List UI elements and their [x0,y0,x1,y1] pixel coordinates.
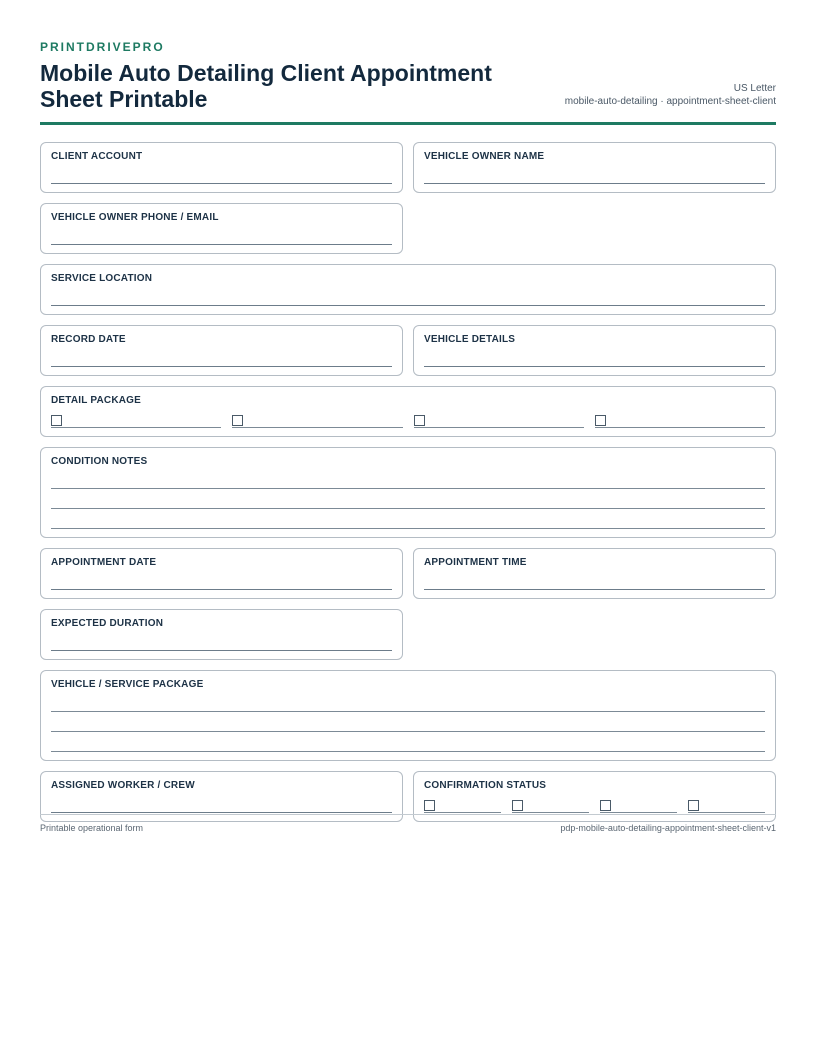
vehicle-service-package-field [40,670,776,761]
form-page [40,40,776,832]
record-date-input-line[interactable] [51,346,392,367]
page-title: Mobile Auto Detailing Client Appointment Sheet Printable [40,60,492,112]
confirmation-status-option [512,798,589,813]
field-label: VEHICLE DETAILS [424,334,516,345]
detail-package-option [414,413,584,428]
vehicle-details-input-line[interactable] [424,346,765,367]
form-slug: mobile-auto-detailing · appointment-sheet-client [564,96,776,107]
record-date-field [40,325,403,376]
paper-size: US Letter [733,83,776,94]
checkbox[interactable] [51,415,62,426]
condition-notes-lines[interactable] [51,468,765,529]
field-label: VEHICLE OWNER PHONE / EMAIL [51,212,219,223]
service-location-field [40,264,776,315]
page-meta [565,82,776,112]
detail-package-options [51,413,765,428]
form-id: pdp-mobile-auto-detailing-appointment-sheet-client-v1 [560,823,776,833]
expected-duration-field [40,609,403,660]
field-label: APPOINTMENT TIME [424,557,527,568]
checkbox[interactable] [232,415,243,426]
appointment-date-field [40,548,403,599]
vehicle-service-package-lines[interactable] [51,691,765,752]
field-label: APPOINTMENT DATE [51,557,157,568]
vehicle-owner-contact-input-line[interactable] [51,224,392,245]
field-label: CONFIRMATION STATUS [424,780,547,791]
appointment-date-input-line[interactable] [51,569,392,590]
confirmation-status-option [424,798,501,813]
field-label: ASSIGNED WORKER / CREW [51,780,195,791]
vehicle-owner-name-input-line[interactable] [424,163,765,184]
confirmation-status-options [424,798,765,813]
vehicle-owner-contact-field [40,203,403,254]
confirmation-status-option [600,798,677,813]
field-label: CONDITION NOTES [51,456,148,467]
page-header [40,60,776,125]
detail-package-option [595,413,765,428]
detail-package-field [40,386,776,437]
vehicle-owner-name-field [413,142,776,193]
vehicle-details-field [413,325,776,376]
form-fields [40,142,776,822]
appointment-time-field [413,548,776,599]
field-label: SERVICE LOCATION [51,273,153,284]
field-label: DETAIL PACKAGE [51,395,142,406]
field-label: VEHICLE / SERVICE PACKAGE [51,679,204,690]
brand-name: PRINTDRIVEPRO [40,40,165,54]
client-account-field [40,142,403,193]
field-label: VEHICLE OWNER NAME [424,151,545,162]
checkbox[interactable] [595,415,606,426]
detail-package-option [232,413,402,428]
client-account-input-line[interactable] [51,163,392,184]
detail-package-option [51,413,221,428]
appointment-time-input-line[interactable] [424,569,765,590]
expected-duration-input-line[interactable] [51,630,392,651]
field-label: CLIENT ACCOUNT [51,151,143,162]
field-label: RECORD DATE [51,334,126,345]
page-footer [40,814,776,833]
condition-notes-field [40,447,776,538]
checkbox[interactable] [424,800,435,811]
checkbox[interactable] [688,800,699,811]
footer-note: Printable operational form [40,823,144,833]
assigned-worker-input-line[interactable] [51,792,392,813]
confirmation-status-option [688,798,765,813]
field-label: EXPECTED DURATION [51,618,164,629]
checkbox[interactable] [414,415,425,426]
checkbox[interactable] [600,800,611,811]
service-location-input-line[interactable] [51,285,765,306]
checkbox[interactable] [512,800,523,811]
